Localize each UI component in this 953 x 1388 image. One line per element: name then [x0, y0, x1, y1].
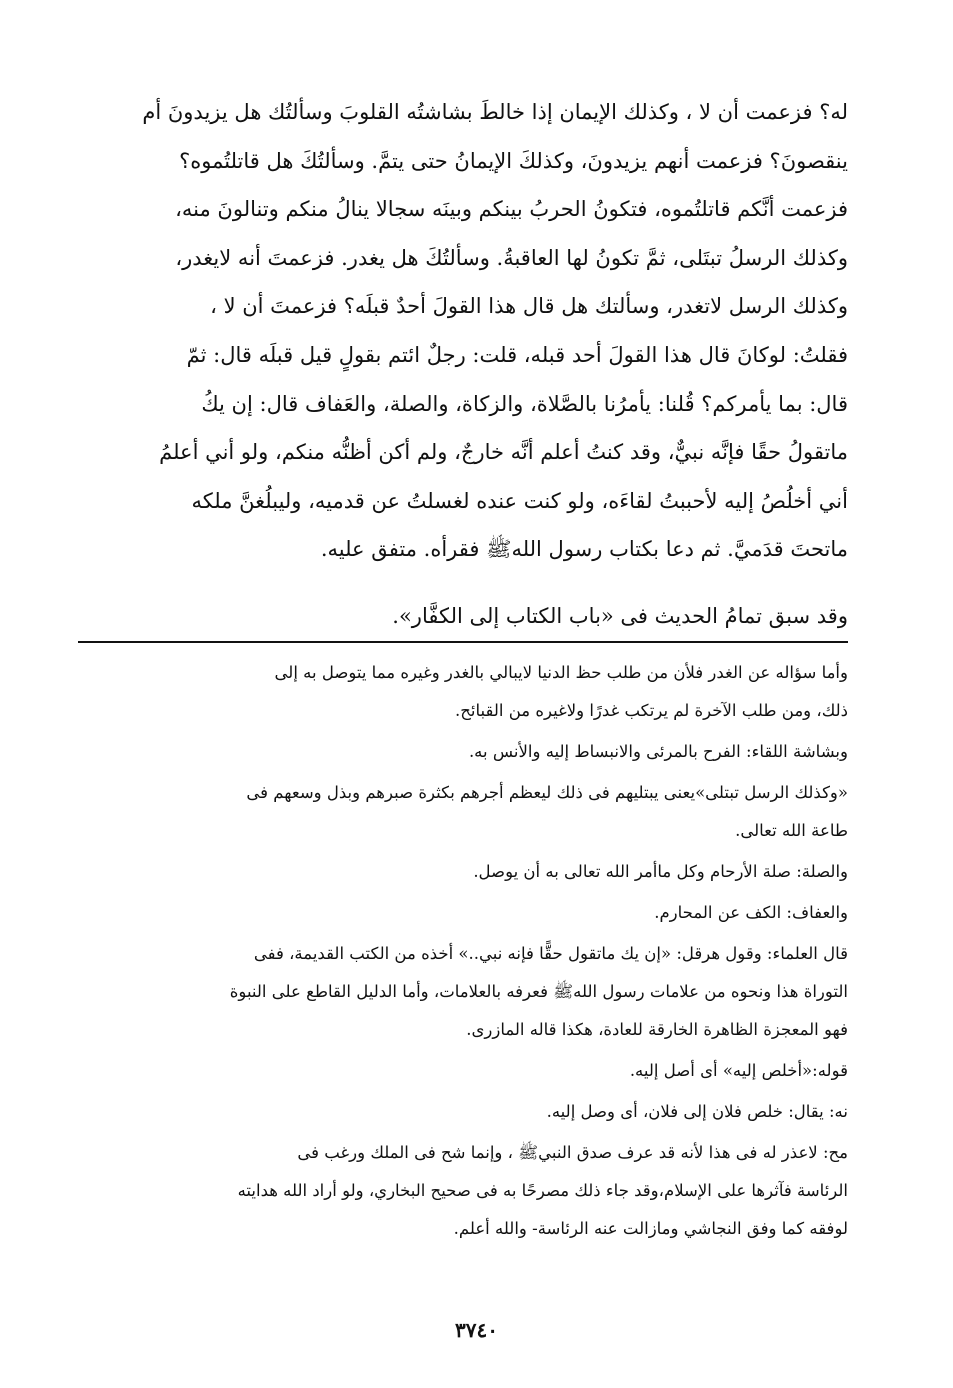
note-line: لوفقه كما وفق النجاشي ومازالت عنه الرئاسة- والله أعلم. — [453, 1219, 848, 1238]
main-text-line: قال: بما يأمركم؟ قُلنا: يأمرُنا بالصَّلاة، والزكاة، والصلة، والعَفاف قال: إن يكُ — [201, 391, 848, 416]
note-akhlusu — [78, 1052, 848, 1090]
note-chastity — [78, 894, 848, 932]
main-text-line: فزعمت أنَّكم قاتلتُموه، فتكونُ الحربُ بينكم وبينَه سجالا ينالُ منكم وتنالونَ منه، — [175, 197, 848, 222]
note-cheerfulness — [78, 733, 848, 771]
note-line: «وكذلك الرسل تبتلى»يعنى يبتليهم فى ذلك ليعظم أجرهم بكثرة صبرهم وبذل وسعهم فى — [246, 783, 848, 802]
note-line: قال العلماء: وقول هرقل: «إن يك ماتقول حقًّا فإنه نبي..» أخذه من الكتب القديمة، ففى — [253, 944, 848, 963]
note-line: فهو المعجزة الظاهرة الخارقة للعادة، هكذا قاله المازرى. — [466, 1020, 848, 1039]
note-nihaya — [78, 1093, 848, 1131]
page-number: ٣٧٤٠ — [455, 1318, 498, 1342]
note-line: ذلك، ومن طلب الآخرة لم يرتكب غدرًا ولاغيره من القبائح. — [455, 701, 848, 720]
main-text-line: ينقصونَ؟ فزعمت أنهم يزيدونَ، وكذلكَ الإيمانُ حتى يتمَّ. وسألتُكَ هل قاتلتُموه؟ — [179, 148, 848, 173]
main-text-line: ماتقولُ حقًا فإنَّه نبيٌّ، وقد كنتُ أعلم أنَّه خارجٌ، ولم أكن أظنُّه منكم، ولو أني أعلمُ — [159, 440, 848, 465]
note-line: والعفاف: الكف عن المحارم. — [654, 903, 848, 922]
note-line: التوراة هذا ونحوه من علامات رسول اللهﷺ فعرفه بالعلامات، وأما الدليل القاطع على النبوة — [229, 982, 848, 1001]
note-scholars — [78, 935, 848, 1049]
hadith-main-text — [106, 88, 848, 574]
note-line: وبشاشة اللقاء: الفرح بالمرئى والانبساط إليه والأنس به. — [468, 742, 848, 761]
note-kinship — [78, 853, 848, 891]
note-line: مح: لاعذر له فى هذا لأنه قد عرف صدق النبيﷺ ، وإنما شح فى الملك ورغب فى — [297, 1143, 848, 1162]
note-line: طاعة الله تعالى. — [735, 821, 848, 840]
note-muhyi — [78, 1134, 848, 1248]
footnote-divider — [78, 641, 848, 643]
main-text-line: وكذلك الرسل لاتغدر، وسألتك هل قال هذا القولَ أحدٌ قبلَه؟ فزعمتَ أن لا ، — [210, 294, 848, 319]
note-line: قوله:«أخلص إليه» أى أصل إليه. — [629, 1061, 848, 1080]
main-text-line: وكذلك الرسلُ تبتَلى، ثمَّ تكونُ لها العاقبةُ. وسألتُكَ هل يغدر. فزعمتَ أنه لايغدر، — [175, 245, 848, 270]
note-line: نه: يقال: خلص فلان إلى فلان، أى وصل إليه. — [546, 1102, 848, 1121]
note-line: وأما سؤاله عن الغدر فلأن من طلب حظ الدنيا لايبالي بالغدر وغيره مما يتوصل به إلى — [274, 663, 848, 682]
main-text-line: أني أخلُصُ إليه لأحببتُ لقاءَه، ولو كنت عنده لغسلتُ عن قدميه، وليبلُغنَّ ملكه — [191, 488, 848, 513]
main-text-line: ماتحتَ قدَميَّ. ثم دعا بكتاب رسول اللهﷺ فقرأه. متفق عليه. — [320, 537, 848, 562]
note-messengers-tested — [78, 774, 848, 850]
commentary-notes — [78, 654, 848, 1251]
cross-reference-line: وقد سبق تمامُ الحديث فى «باب الكتاب إلى الكفَّار». — [392, 604, 848, 628]
note-line: الرئاسة فآثرها على الإسلام،وقد جاء ذلك مصرحًا به فى صحيح البخاري، ولو أراد الله هدايته — [237, 1181, 848, 1200]
main-text-line: فقلتُ: لوكانَ قال هذا القولَ أحد قبله، قلت: رجلٌ ائتم بقولٍ قيل قبلَه قال: ثمّ — [186, 342, 848, 367]
note-treachery — [78, 654, 848, 730]
main-text-line: له؟ فزعمت أن لا ، وكذلك الإيمان إذا خالطَ بشاشتُه القلوبَ وسألتُك هل يزيدونَ أم — [142, 100, 848, 124]
note-line: والصلة: صلة الأرحام وكل ماأمر الله تعالى به أن يوصل. — [473, 862, 848, 881]
